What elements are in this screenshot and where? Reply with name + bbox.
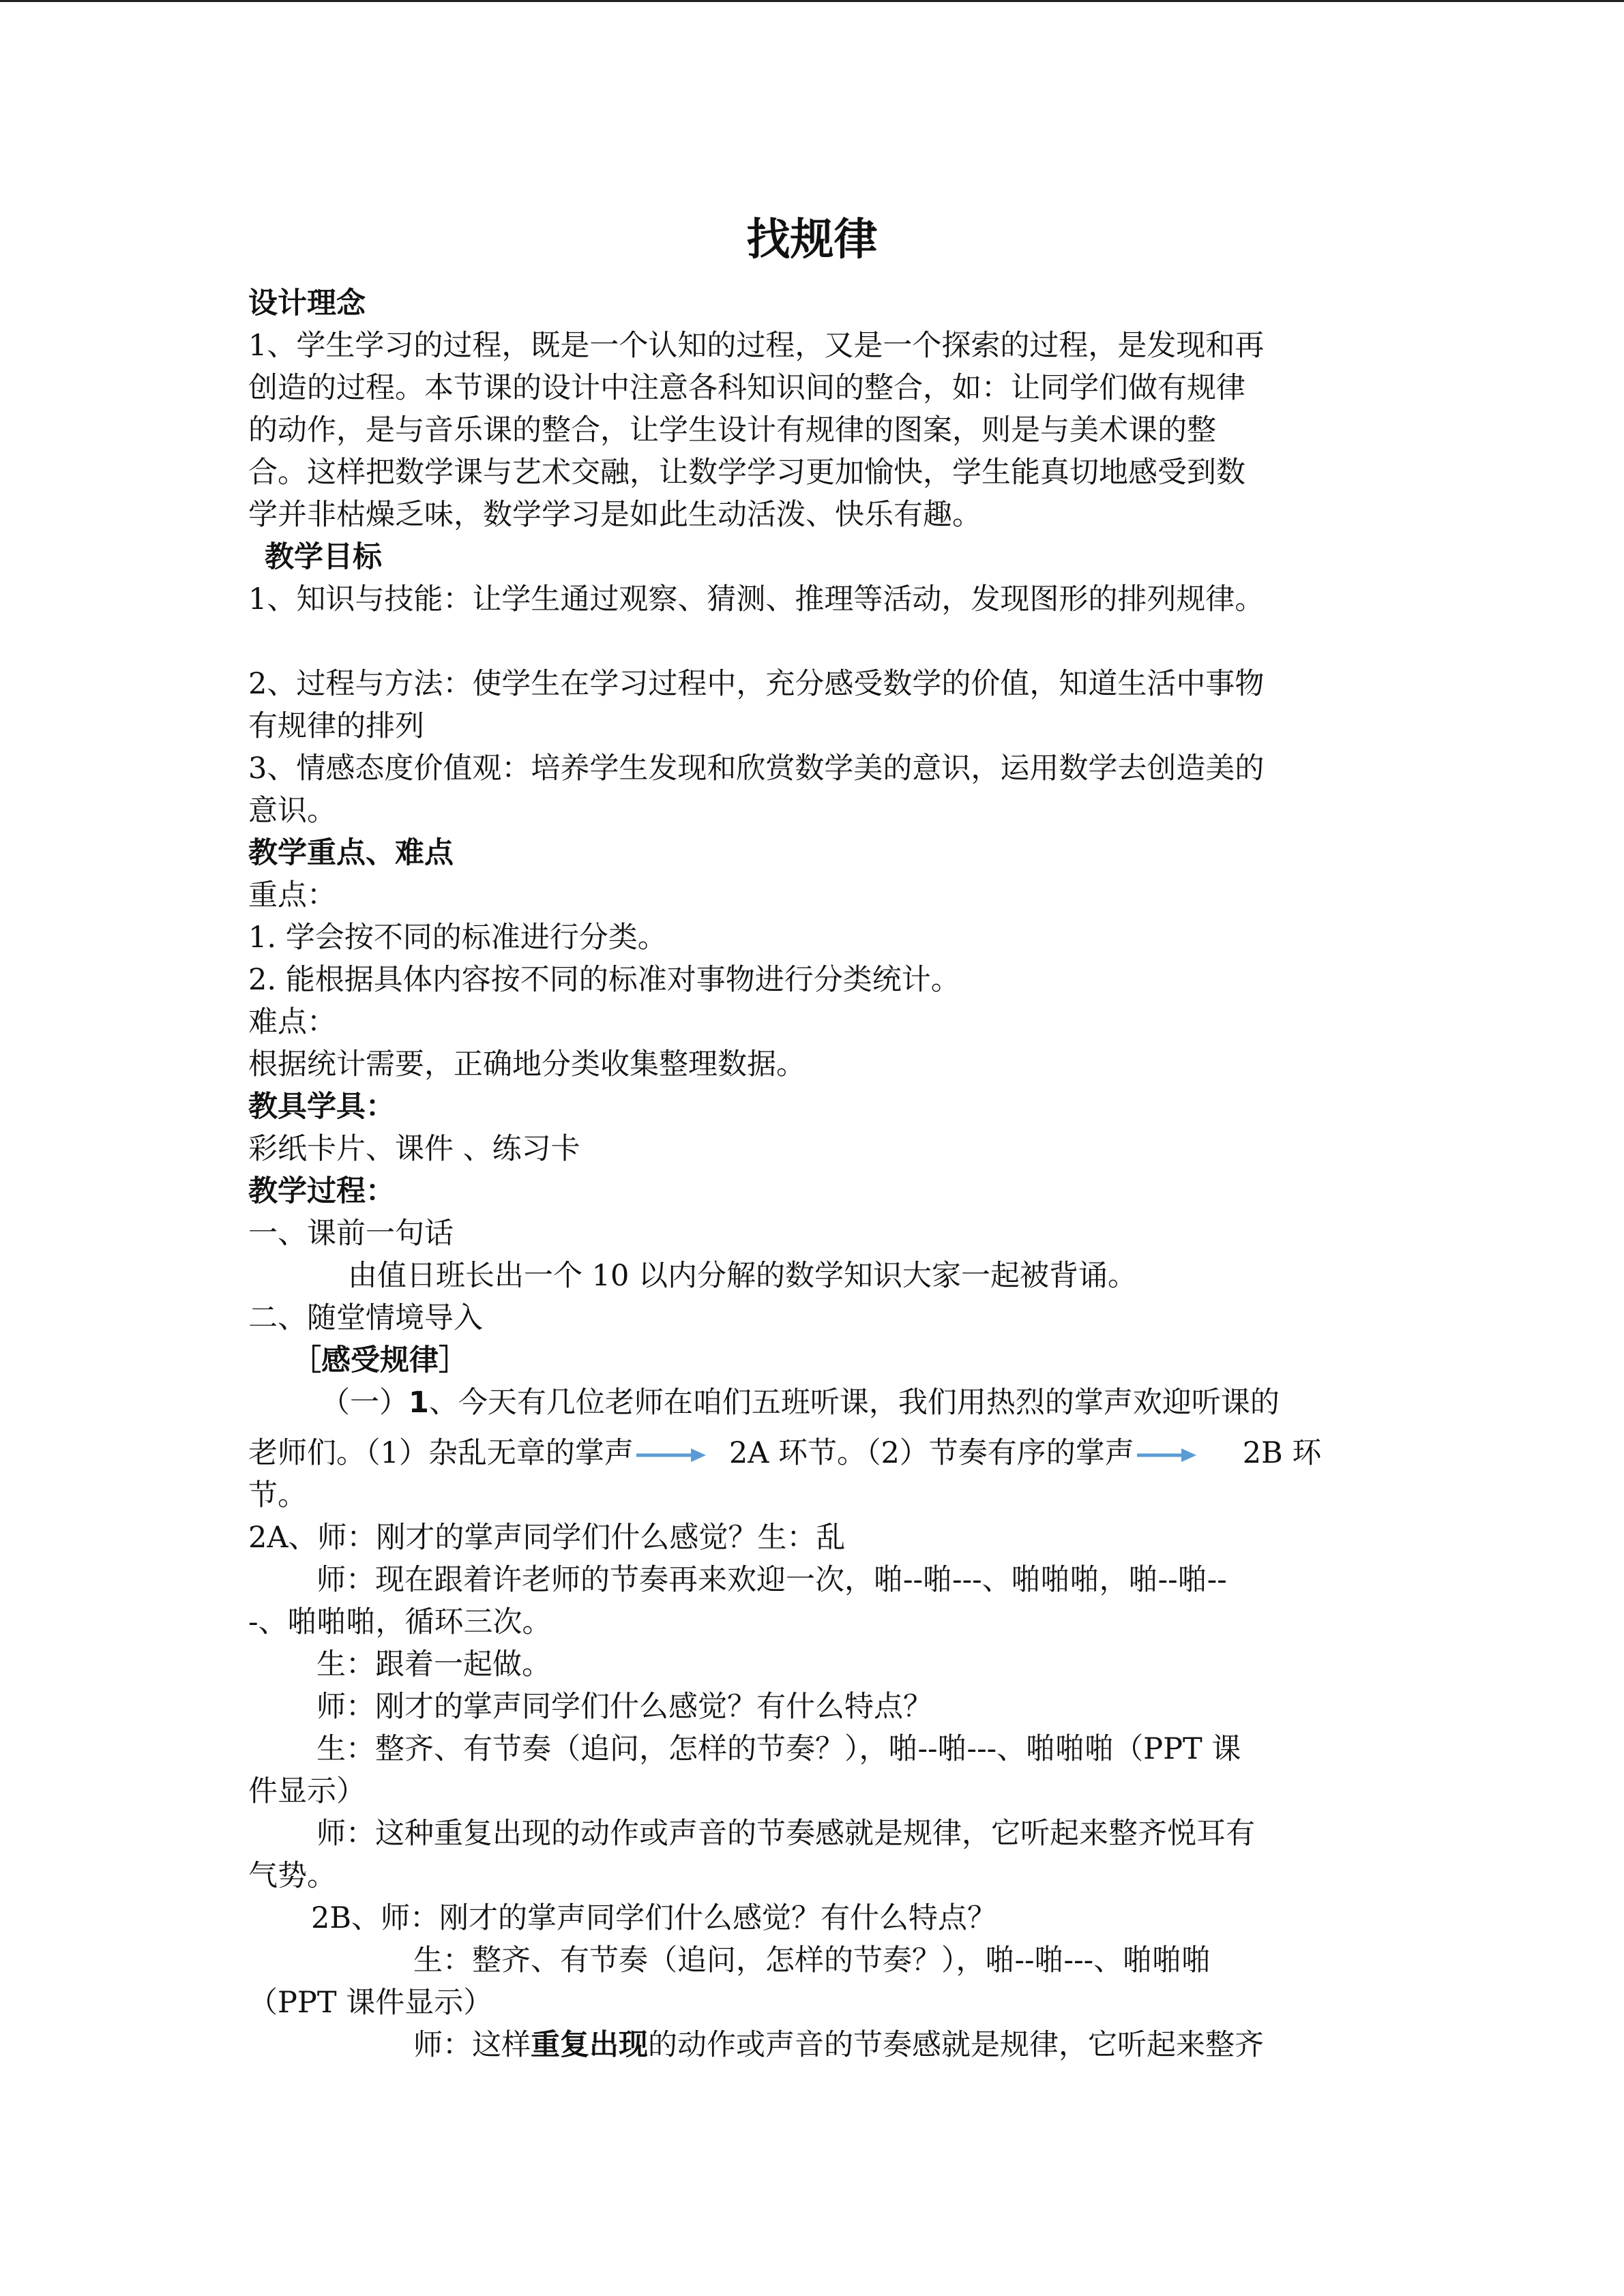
student-line: 生：跟着一起做。 <box>316 1648 551 1682</box>
design-heading: 设计理念 <box>248 286 366 320</box>
step-two: 二、随堂情境导入 <box>248 1301 483 1335</box>
hard-label: 难点： <box>248 1005 336 1039</box>
paragraph-two-end: 节。 <box>248 1478 307 1512</box>
teacher-line-start: 师：这样 <box>413 2028 531 2062</box>
student-line-cont: 件显示） <box>248 1774 366 1808</box>
paragraph-one-number: 1 <box>409 1386 429 1420</box>
goals-line: 2、过程与方法：使学生在学习过程中，充分感受数学的价值，知道生活中事物 <box>248 667 1265 701</box>
chaotic-clap-text: 老师们。（1）杂乱无章的掌声 <box>248 1436 634 1470</box>
tools-heading: 教具学具： <box>248 1090 395 1124</box>
goals-line: 3、情感态度价值观：培养学生发现和欣赏数学美的意识，运用数学去创造美的 <box>248 751 1265 786</box>
design-line: 合。这样把数学课与艺术交融，让数学学习更加愉快，学生能真切地感受到数 <box>248 456 1245 490</box>
teacher-line: 师：刚才的掌声同学们什么感觉？有什么特点？ <box>316 1690 932 1724</box>
teacher-line-cont: -、啪啪啪，循环三次。 <box>248 1605 552 1639</box>
key-item: 2. 能根据具体内容按不同的标准对事物进行分类统计。 <box>248 963 960 997</box>
teacher-line: 师：这种重复出现的动作或声音的节奏感就是规律，它听起来整齐悦耳有 <box>316 1817 1255 1851</box>
top-border-line <box>0 0 1624 2</box>
teacher-line-cont: 气势。 <box>248 1859 336 1893</box>
section-2b-line: 2B、师：刚才的掌声同学们什么感觉？有什么特点？ <box>311 1901 996 1935</box>
key-label: 重点： <box>248 878 336 912</box>
feel-label: ［感受规律］ <box>292 1343 468 1377</box>
student-line-cont: （PPT 课件显示） <box>248 1986 493 2020</box>
emphasis-text: 重复出现 <box>531 2028 648 2062</box>
design-line: 创造的过程。本节课的设计中注意各科知识间的整合，如：让同学们做有规律 <box>248 371 1245 405</box>
student-line: 生：整齐、有节奏（追问，怎样的节奏？），啪--啪---、啪啪啪 <box>413 1943 1211 1978</box>
goals-line: 有规律的排列 <box>248 709 424 743</box>
arrow-right-icon <box>1134 1445 1199 1465</box>
teacher-line-end: 的动作或声音的节奏感就是规律，它听起来整齐 <box>648 2028 1264 2062</box>
student-line: 生：整齐、有节奏（追问，怎样的节奏？），啪--啪---、啪啪啪（PPT 课 <box>316 1732 1241 1766</box>
paragraph-two <box>248 1432 1321 1474</box>
teacher-line <box>413 2024 1264 2066</box>
section-2b-text: 2B 环 <box>1242 1436 1322 1470</box>
step-one-text: 由值日班长出一个 10 以内分解的数学知识大家一起被背诵。 <box>348 1259 1138 1293</box>
design-line: 1、学生学习的过程，既是一个认知的过程，又是一个探索的过程，是发现和再 <box>248 329 1265 363</box>
process-heading: 教学过程： <box>248 1174 395 1208</box>
tools-text: 彩纸卡片、课件 、练习卡 <box>248 1132 580 1166</box>
goals-line: 1、知识与技能：让学生通过观察、猜测、推理等活动，发现图形的排列规律。 <box>248 582 1265 616</box>
design-line: 学并非枯燥乏味，数学学习是如此生动活泼、快乐有趣。 <box>248 498 981 532</box>
paragraph-one-prefix: （一） <box>321 1386 409 1420</box>
design-line: 的动作，是与音乐课的整合，让学生设计有规律的图案，则是与美术课的整 <box>248 413 1216 447</box>
teacher-line: 师：现在跟着许老师的节奏再来欢迎一次，啪--啪---、啪啪啪，啪--啪-- <box>316 1563 1227 1597</box>
hard-text: 根据统计需要，正确地分类收集整理数据。 <box>248 1047 806 1082</box>
page-title: 找规律 <box>746 215 878 265</box>
keypoints-heading: 教学重点、难点 <box>248 836 454 870</box>
goals-line: 意识。 <box>248 794 336 828</box>
paragraph-one <box>321 1382 1280 1424</box>
arrow-right-icon <box>634 1445 709 1465</box>
paragraph-one-text: 、今天有几位老师在咱们五班听课，我们用热烈的掌声欢迎听课的 <box>428 1386 1280 1420</box>
key-item: 1. 学会按不同的标准进行分类。 <box>248 921 667 955</box>
section-2a-line: 2A、师：刚才的掌声同学们什么感觉？生：乱 <box>248 1521 846 1555</box>
goals-heading: 教学目标 <box>265 540 382 574</box>
rhythmic-clap-text: 2A 环节。（2）节奏有序的掌声 <box>728 1436 1134 1470</box>
step-one: 一、课前一句话 <box>248 1217 454 1251</box>
